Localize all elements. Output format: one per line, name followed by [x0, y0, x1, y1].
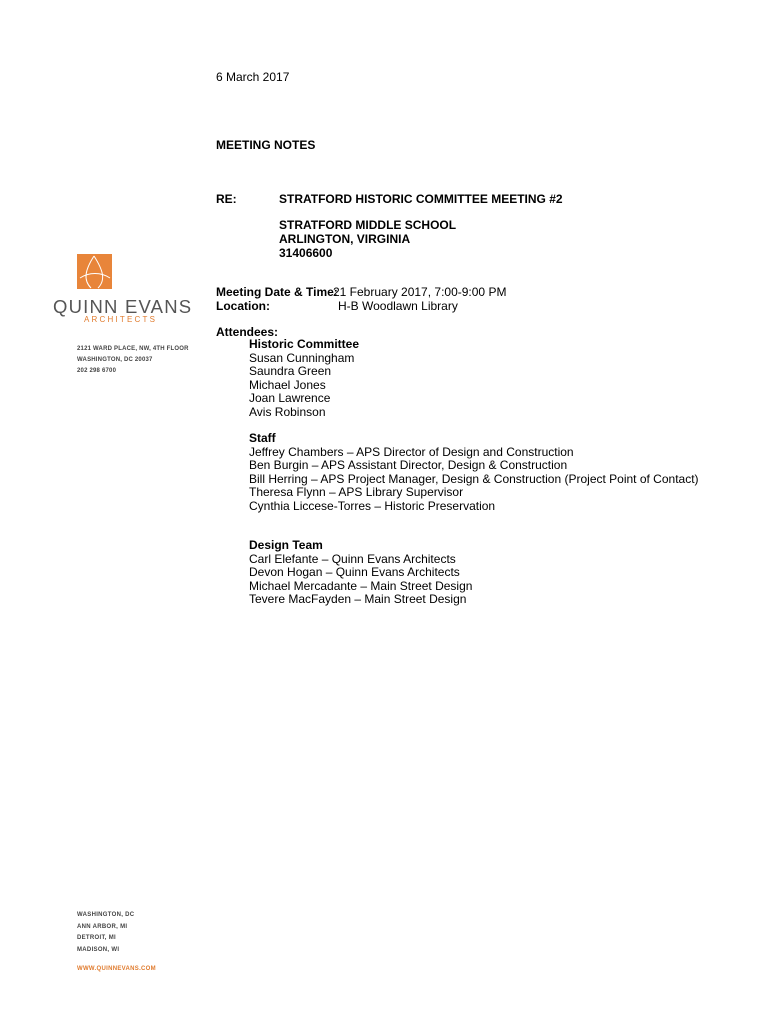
attendee-item: Theresa Flynn – APS Library Supervisor	[249, 485, 464, 499]
re-line: STRATFORD HISTORIC COMMITTEE MEETING #2	[279, 192, 563, 206]
memo-date: 6 March 2017	[216, 70, 290, 84]
firm-logo-mark-icon	[77, 254, 112, 289]
attendee-item: Susan Cunningham	[249, 350, 355, 365]
document-title: MEETING NOTES	[216, 138, 316, 152]
phone-line: 202 298 6700	[77, 368, 117, 374]
location-value: H-B Woodlawn Library	[338, 299, 458, 313]
attendee-item: Saundra Green	[249, 364, 332, 378]
attendee-item: Michael Jones	[249, 377, 326, 392]
firm-address	[77, 344, 189, 377]
meeting-details	[216, 285, 506, 313]
attendee-item: Bill Herring – APS Project Manager, Design & Construction (Project Point of Contact)	[249, 471, 699, 486]
re-label: RE:	[216, 192, 237, 206]
attendee-item: Carl Elefante – Quinn Evans Architects	[249, 551, 456, 566]
office-item: ANN ARBOR, MI	[77, 923, 128, 930]
attendee-item: Tevere MacFayden – Main Street Design	[249, 592, 467, 606]
attendee-item: Joan Lawrence	[249, 391, 331, 405]
attendee-item: Ben Burgin – APS Assistant Director, Design & Construction	[249, 458, 568, 472]
office-item: WASHINGTON, DC	[77, 912, 135, 918]
meeting-date-label: Meeting Date & Time:	[216, 285, 338, 299]
attendee-item: Cynthia Liccese-Torres – Historic Preservation	[249, 498, 496, 513]
address-line: WASHINGTON, DC 20037	[77, 357, 153, 363]
office-list	[77, 910, 134, 956]
attendee-item: Avis Robinson	[249, 404, 326, 419]
firm-subtitle: ARCHITECTS	[84, 315, 158, 324]
meeting-date-row	[216, 285, 506, 299]
group-heading: Design Team	[249, 538, 323, 552]
attendee-group-design-team	[249, 539, 472, 607]
group-heading: Historic Committee	[249, 337, 360, 351]
attendee-item: Devon Hogan – Quinn Evans Architects	[249, 565, 460, 579]
office-item: MADISON, WI	[77, 946, 120, 953]
re-line: ARLINGTON, VIRGINIA	[279, 232, 411, 246]
office-item: DETROIT, MI	[77, 935, 116, 941]
attendee-group-staff	[249, 432, 699, 513]
attendee-item: Michael Mercadante – Main Street Design	[249, 578, 473, 593]
location-label: Location:	[216, 299, 270, 313]
attendee-item: Jeffrey Chambers – APS Director of Design and Construction	[249, 444, 574, 459]
re-subject	[279, 192, 563, 260]
firm-website-link[interactable]: WWW.QUINNEVANS.COM	[77, 966, 156, 972]
project-number: 31406600	[279, 246, 333, 260]
group-heading: Staff	[249, 431, 276, 445]
attendees-label: Attendees:	[216, 325, 279, 339]
firm-name: QUINN EVANS	[53, 296, 193, 317]
re-line: STRATFORD MIDDLE SCHOOL	[279, 218, 457, 232]
address-line: 2121 WARD PLACE, NW, 4TH FLOOR	[77, 346, 189, 352]
meeting-date-value: 21 February 2017, 7:00-9:00 PM	[333, 285, 507, 299]
attendee-group-historic-committee	[249, 338, 359, 419]
location-row	[216, 299, 506, 313]
